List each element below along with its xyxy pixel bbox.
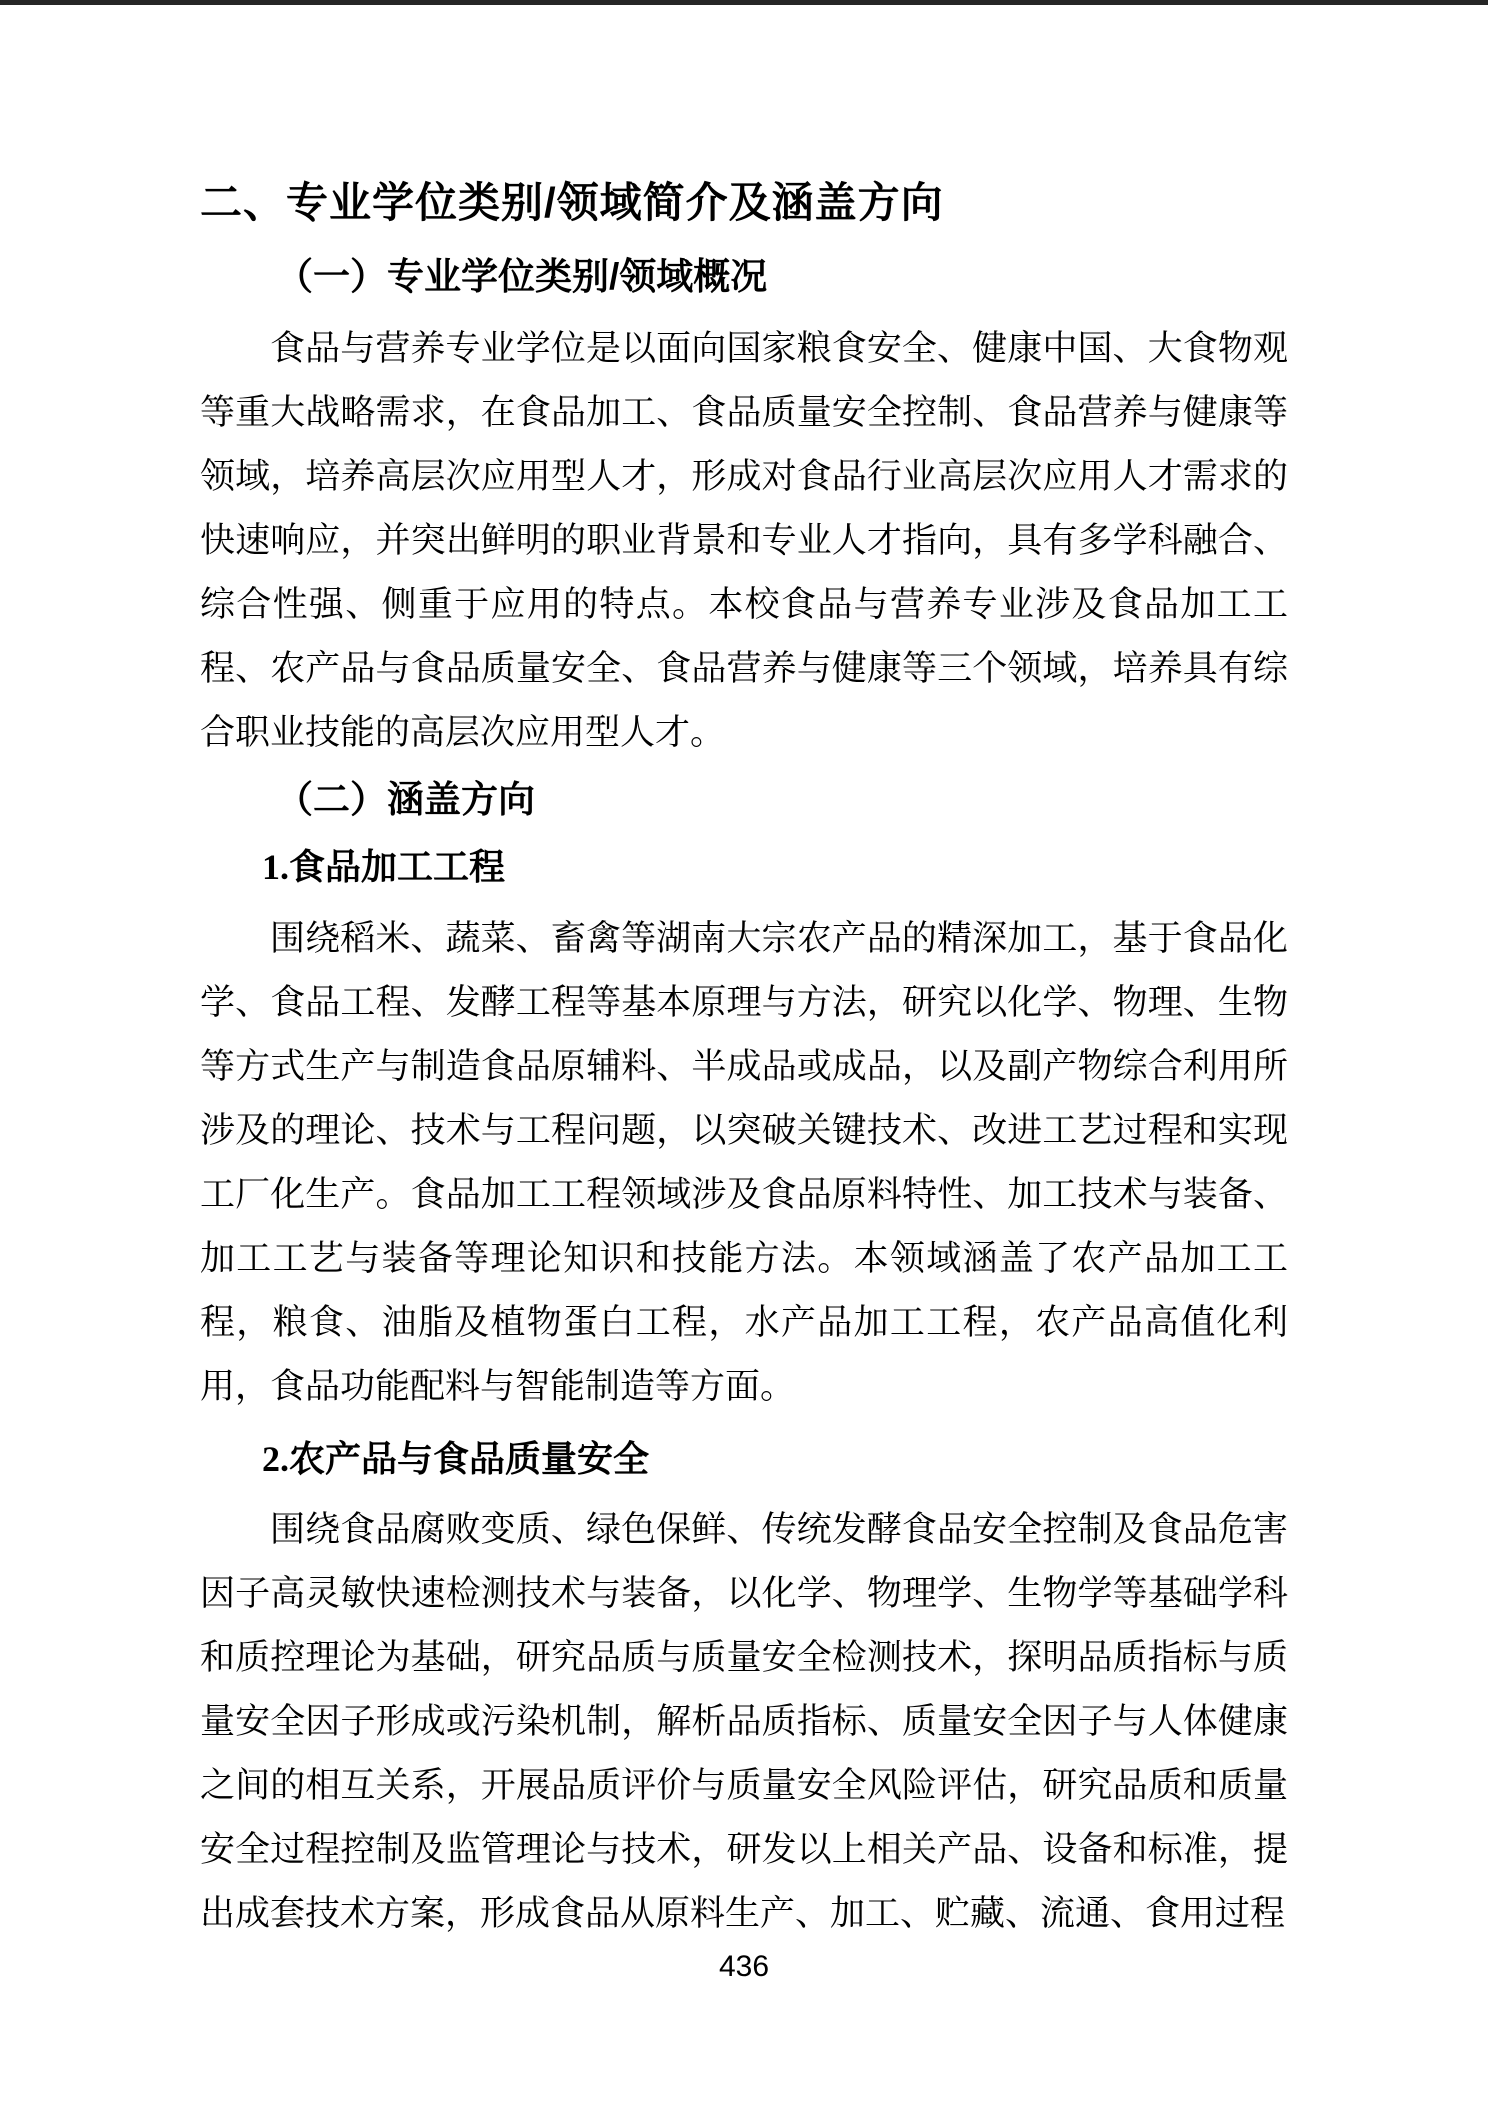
subsection-1-paragraph: 围绕稻米、蔬菜、畜禽等湖南大宗农产品的精深加工，基于食品化学、食品工程、发酵工程等基本原理与方法，研究以化学、物理、生物等方式生产与制造食品原辅料、半成品或成品，以及副产物综合利用所涉及的理论、技术与工程问题，以突破关键技术、改进工艺过程和实现工厂化生产。食品加工工程领域涉及食品原料特性、加工技术与装备、加工工艺与装备等理论知识和技能方法。本领域涵盖了农产品加工工程，粮食、油脂及植物蛋白工程，水产品加工工程，农产品高值化利用，食品功能配料与智能制造等方面。: [200, 918, 1288, 1406]
main-heading: 二、专业学位类别/领域简介及涵盖方向: [200, 179, 944, 226]
subsection-2-paragraph: 围绕食品腐败变质、绿色保鲜、传统发酵食品安全控制及食品危害因子高灵敏快速检测技术与装备，以化学、物理学、生物学等基础学科和质控理论为基础，研究品质与质量安全检测技术，探明品质指标与质量安全因子形成或污染机制，解析品质指标、质量安全因子与人体健康之间的相互关系，开展品质评价与质量安全风险评估，研究品质和质量安全过程控制及监管理论与技术，研发以上相关产品、设备和标准，提出成套技术方案，形成食品从原料生产、加工、贮藏、流通、食用过程: [200, 1510, 1288, 1934]
subsection-1-heading: 1.食品加工工程: [262, 847, 506, 888]
subsection-2-heading: 2.农产品与食品质量安全: [262, 1438, 650, 1479]
section-1-heading: （一）专业学位类别/领域概况: [276, 256, 768, 298]
section-2-heading: （二）涵盖方向: [276, 778, 535, 820]
section-1-paragraph: 食品与营养专业学位是以面向国家粮食安全、健康中国、大食物观等重大战略需求，在食品加工、食品质量安全控制、食品营养与健康等领域，培养高层次应用型人才，形成对食品行业高层次应用人才需求的快速响应，并突出鲜明的职业背景和专业人才指向，具有多学科融合、综合性强、侧重于应用的特点。本校食品与营养专业涉及食品加工工程、农产品与食品质量安全、食品营养与健康等三个领域，培养具有综合职业技能的高层次应用型人才。: [200, 328, 1288, 752]
document-body: [200, 0, 1288, 1946]
page-number: 436: [718, 1950, 770, 1983]
